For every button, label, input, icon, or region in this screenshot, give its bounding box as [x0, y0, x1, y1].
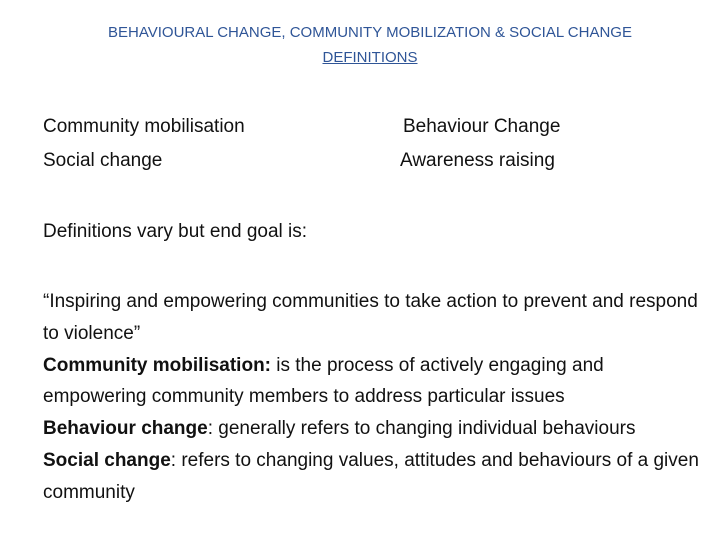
definition-social-change — [43, 445, 703, 509]
definition-community-mobilisation — [43, 350, 703, 414]
definition-text: : generally refers to changing individual behaviours — [207, 418, 636, 440]
definition-term: Behaviour change — [43, 418, 208, 440]
definition-behaviour-change — [43, 413, 703, 445]
definition-term: Community mobilisation: — [43, 354, 271, 376]
definitions-intro: Definitions vary but end goal is: — [43, 221, 308, 242]
definitions-block — [43, 286, 703, 509]
definition-text: : refers to changing values, attitudes and behaviours of a given community — [43, 449, 699, 503]
term-behaviour-change: Behaviour Change — [403, 116, 561, 137]
term-social-change: Social change — [43, 150, 163, 171]
slide-title: BEHAVIOURAL CHANGE, COMMUNITY MOBILIZATION & SOCIAL CHANGE — [108, 24, 632, 41]
term-community-mobilisation: Community mobilisation — [43, 116, 245, 137]
term-awareness-raising: Awareness raising — [400, 150, 555, 171]
slide-title-definitions: DEFINITIONS — [322, 49, 418, 66]
definition-term: Social change — [43, 449, 171, 471]
goal-quote: “Inspiring and empowering communities to take action to prevent and respond to violence” — [43, 291, 698, 344]
definition-text: is the process of actively engaging and empowering community members to address particular issues — [43, 354, 604, 408]
